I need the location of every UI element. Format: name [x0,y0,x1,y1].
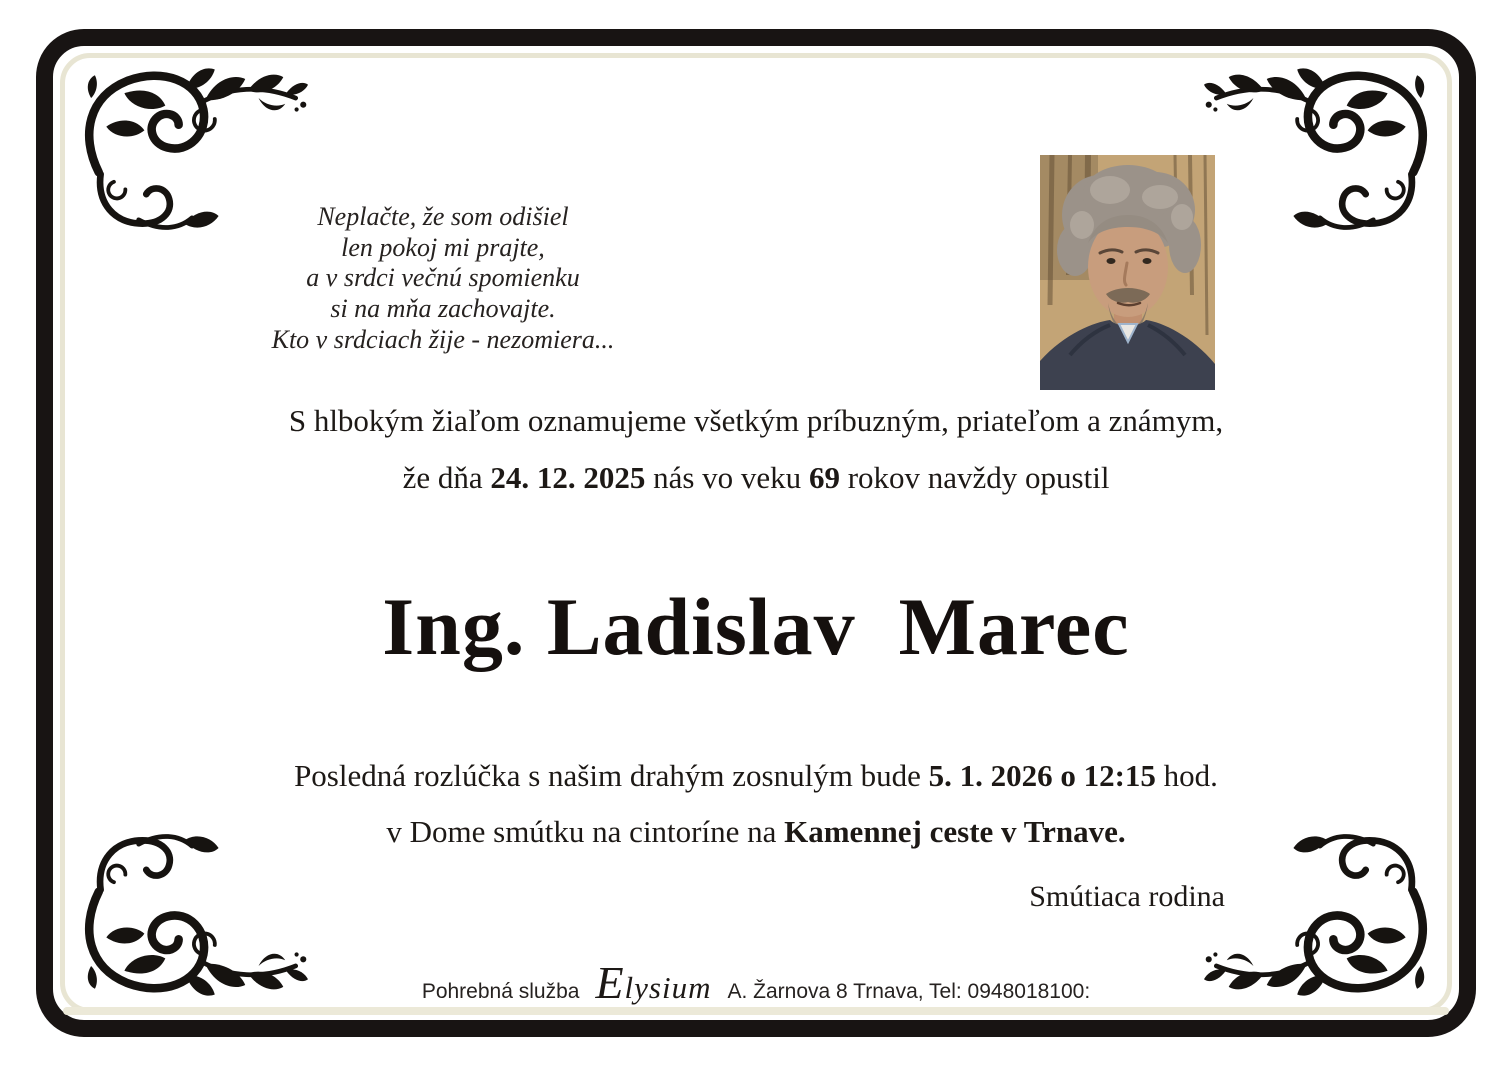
announcement-mid: nás vo veku [645,460,809,495]
farewell-line-1 [53,758,1459,794]
farewell-details [53,758,1459,850]
card-frame [36,29,1476,1037]
announcement-prefix: že dňa [402,460,491,495]
funeral-datetime: 5. 1. 2026 o 12:15 [928,758,1156,793]
farewell-place-prefix: v Dome smútku na cintoríne na [386,814,785,849]
poem-line: si na mňa zachovajte. [330,294,556,324]
poem-line: Kto v srdciach žije - nezomiera... [271,324,615,354]
grieving-family-signature: Smútiaca rodina [1029,880,1225,913]
poem-line: Neplačte, že som odišiel [317,202,569,231]
death-date: 24. 12. 2025 [490,460,646,495]
farewell-line-2 [53,814,1459,850]
farewell-suffix: hod. [1155,758,1218,793]
memorial-poem [253,202,633,355]
poem-line: a v srdci večnú spomienku [306,263,580,293]
funeral-service-footer [53,956,1459,1009]
service-label: Pohrebná služba [421,980,580,1003]
poem-line: len pokoj mi prajte, [341,232,545,262]
funeral-location: Kamennej ceste v Trnave. [784,814,1126,849]
announcement-line-2 [53,460,1459,496]
corner-ornament-top-right-icon [1201,60,1441,236]
announcement-line-1: S hlbokým žiaľom oznamujeme všetkým príbuzným, priateľom a známym, [288,403,1224,438]
farewell-prefix: Posledná rozlúčka s našim drahým zosnulým bude [294,758,929,793]
death-announcement [53,403,1459,496]
deceased-name: Ing. Ladislav Marec [382,581,1130,672]
elysium-logo: Elysium [595,957,712,1008]
age: 69 [808,460,840,495]
portrait-photo [1040,155,1215,390]
announcement-suffix: rokov navždy opustil [839,460,1110,495]
service-address: A. Žarnova 8 Trnava, Tel: 0948018100: [727,980,1091,1003]
